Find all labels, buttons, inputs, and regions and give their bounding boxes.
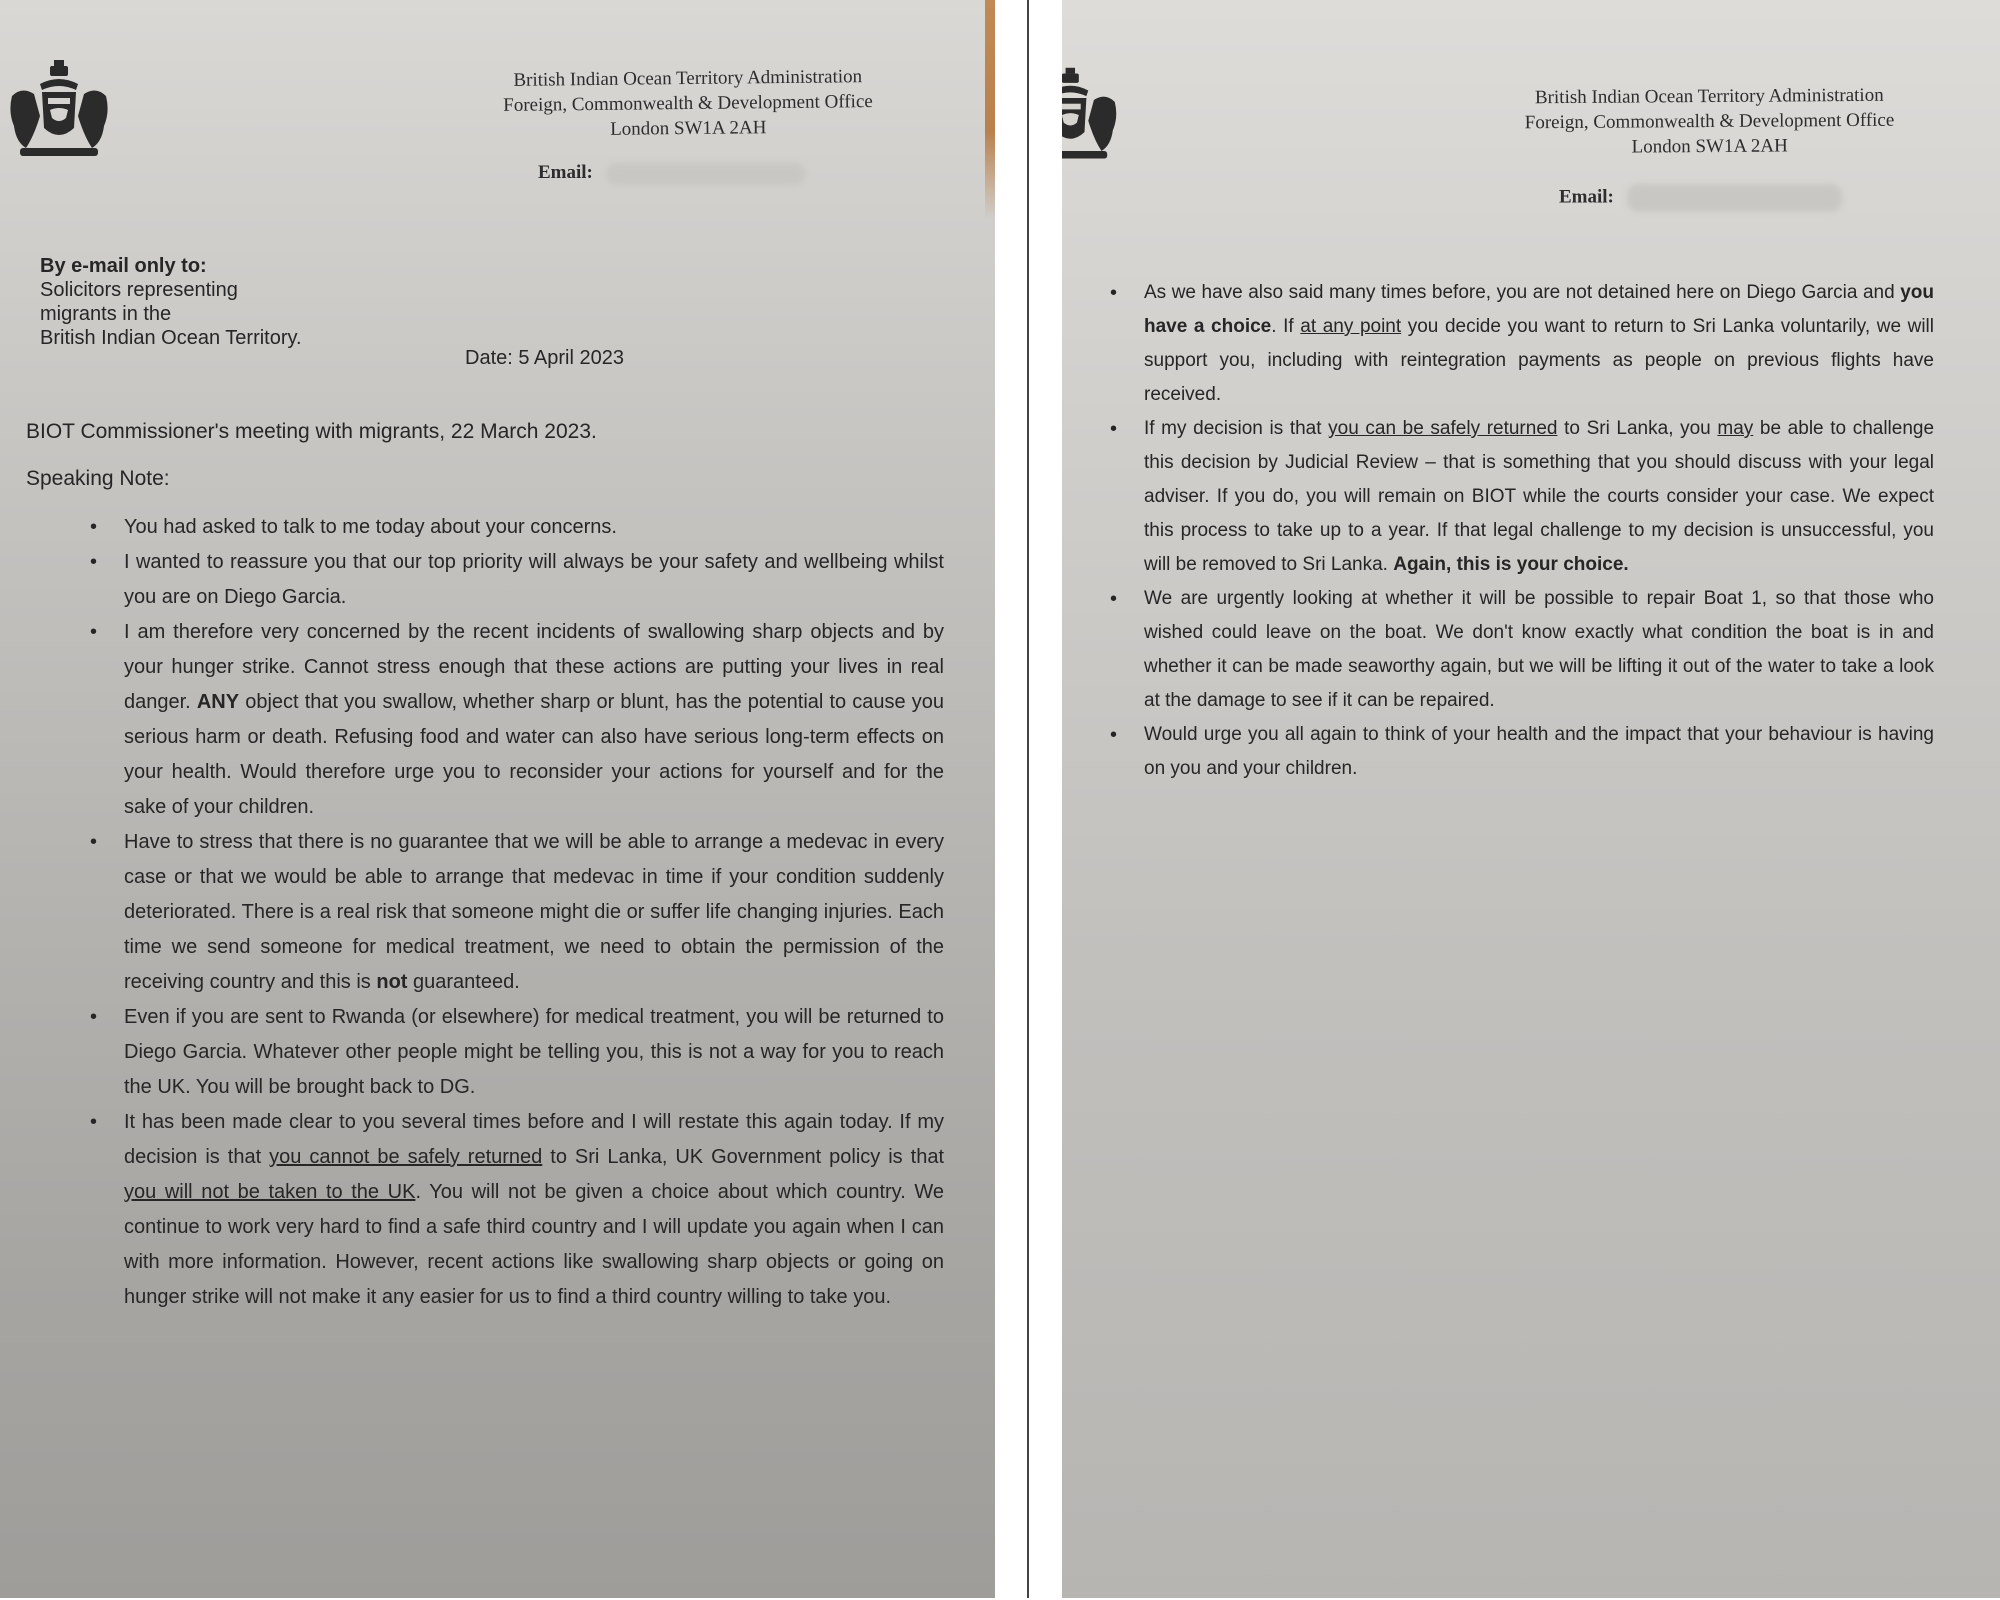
bullet-health xyxy=(1144,718,1934,786)
letterhead-line-1: British Indian Ocean Territory Administration xyxy=(1534,84,1884,109)
bullet-medevac-text-2: guaranteed. xyxy=(413,971,520,993)
letterhead-address-page-2 xyxy=(1487,82,1933,160)
bullet-rwanda-text: Even if you are sent to Rwanda (or elsewhere) for medical treatment, you will be returned to Diego Garcia. Whatever other people might be telling you, this is not a way for you to reach the UK. You will be brought back to DG. xyxy=(124,1006,944,1098)
bullet-medevac xyxy=(124,825,944,1000)
bullet-third-country-underline-1: you cannot be safely returned xyxy=(269,1146,543,1168)
bullet-concerns xyxy=(124,510,944,545)
letterhead-line-2: Foreign, Commonwealth & Development Office xyxy=(1524,109,1895,134)
letterhead-line-3: London SW1A 2AH xyxy=(610,117,767,140)
bullet-third-country-text-1: It has been made clear to you several times before and I will restate this again today. If my decision is that xyxy=(124,1111,944,1168)
bullet-concerns-text: You had asked to talk to me today about your concerns. xyxy=(124,516,617,538)
bullet-judicial-review-text-1: If my decision is that xyxy=(1144,418,1322,439)
bullet-judicial-review-underline-1: you can be safely returned xyxy=(1328,418,1558,439)
bullet-third-country-text-3: . You will not be given a choice about which country. We continue to work very hard to find a safe third country and I will update you again when I can with more information. However, recent actions like swallowing sharp objects or going on hunger strike will not make it any easier for us to find a third country willing to take you. xyxy=(124,1181,944,1308)
bullet-judicial-review xyxy=(1144,412,1934,582)
addressee-block xyxy=(40,254,302,350)
bullet-choice-underline: at any point xyxy=(1300,316,1402,337)
addressee-line-1: Solicitors representing xyxy=(40,279,238,301)
bullet-boat xyxy=(1144,582,1934,718)
speaking-note-heading: Speaking Note: xyxy=(26,467,170,490)
bullet-boat-text: We are urgently looking at whether it will be possible to repair Boat 1, so that those who wished could leave on the boat. We don't know exactly what condition the boat is in and whether it can be made seaworthy again, but we will be lifting it out of the water to take a look at the damage to see if it can be repaired. xyxy=(1144,588,1934,711)
photo-divider xyxy=(1027,0,1029,1598)
speaking-note-list xyxy=(124,510,944,1315)
addressee-line-2: migrants in the xyxy=(40,303,172,325)
email-row xyxy=(538,162,806,185)
bullet-concerned xyxy=(124,615,944,825)
bullet-third-country-text-2: to Sri Lanka, UK Government policy is that xyxy=(550,1146,945,1168)
coat-of-arms-icon xyxy=(1062,64,1124,168)
email-redacted xyxy=(1627,184,1842,212)
bullet-concerned-text-1: I am therefore very concerned by the recent incidents of swallowing sharp objects and by your hunger strike. Cannot stress enough that these actions are putting your lives in real danger. xyxy=(124,621,944,713)
letter-date: Date: 5 April 2023 xyxy=(465,347,624,369)
bullet-judicial-review-bold: Again, this is your choice. xyxy=(1393,554,1629,575)
bullet-health-text: Would urge you all again to think of your health and the impact that your behaviour is having on you and your children. xyxy=(1144,724,1934,779)
letterhead-line-1: British Indian Ocean Territory Administration xyxy=(513,66,863,91)
email-redacted xyxy=(606,163,806,185)
email-row-page-2 xyxy=(1559,184,1842,212)
letter-subject: BIOT Commissioner's meeting with migrants, 22 March 2023. xyxy=(26,420,597,443)
coat-of-arms-icon xyxy=(4,56,114,166)
bullet-reassure-text: I wanted to reassure you that our top priority will always be your safety and wellbeing whilst you are on Diego Garcia. xyxy=(124,551,944,608)
speaking-note-list-page-2 xyxy=(1144,276,1934,786)
bullet-third-country xyxy=(124,1105,944,1315)
letterhead-line-2: Foreign, Commonwealth & Development Office xyxy=(503,91,873,116)
bullet-choice-text-3: you decide you want to return to Sri Lanka voluntarily, we will support you, including with reintegration payments as people on previous flights have received. xyxy=(1144,316,1934,405)
bullet-reassure xyxy=(124,545,944,615)
bullet-judicial-review-text-2: to Sri Lanka, you xyxy=(1564,418,1711,439)
bullet-choice-bold: you have a choice xyxy=(1144,282,1934,337)
bullet-choice-text-1: As we have also said many times before, you are not detained here on Diego Garcia and xyxy=(1144,282,1895,303)
addressee-heading: By e-mail only to: xyxy=(40,255,207,277)
bullet-medevac-bold: not xyxy=(376,971,408,993)
bullet-rwanda xyxy=(124,1000,944,1105)
bullet-concerned-text-2: object that you swallow, whether sharp or blunt, has the potential to cause you serious harm or death. Refusing food and water can also have serious long-term effects on your health. Would therefore urge you to reconsider your actions for yourself and for the sake of your children. xyxy=(124,691,944,818)
bullet-choice-text-2: . If xyxy=(1271,316,1294,337)
bullet-medevac-text-1: Have to stress that there is no guarantee that we will be able to arrange a medevac in every case or that we would be able to arrange that medevac in time if your condition suddenly deteriorated. There is a real risk that someone might die or suffer life changing injuries. Each time we send someone for medical treatment, we need to obtain the permission of the receiving country and this is xyxy=(124,831,944,993)
bullet-concerned-bold: ANY xyxy=(196,691,240,713)
letterhead-line-3: London SW1A 2AH xyxy=(1631,135,1788,158)
letter-page-2 xyxy=(1062,0,2000,1598)
letter-page-1 xyxy=(0,0,995,1598)
addressee-line-3: British Indian Ocean Territory. xyxy=(40,327,302,349)
bullet-third-country-underline-2: you will not be taken to the UK xyxy=(124,1181,416,1203)
email-label: Email: xyxy=(1559,186,1614,208)
email-label: Email: xyxy=(538,162,593,183)
bullet-judicial-review-underline-2: may xyxy=(1717,418,1754,439)
bullet-choice xyxy=(1144,276,1934,412)
letterhead-address xyxy=(478,64,899,143)
bullet-judicial-review-text-3: be able to challenge this decision by Judicial Review – that is something that you should discuss with your legal adviser. If you do, you will remain on BIOT while the courts consider your case. We expect this process to take up to a year. If that legal challenge to my decision is unsuccessful, you will be removed to Sri Lanka. xyxy=(1144,418,1935,575)
